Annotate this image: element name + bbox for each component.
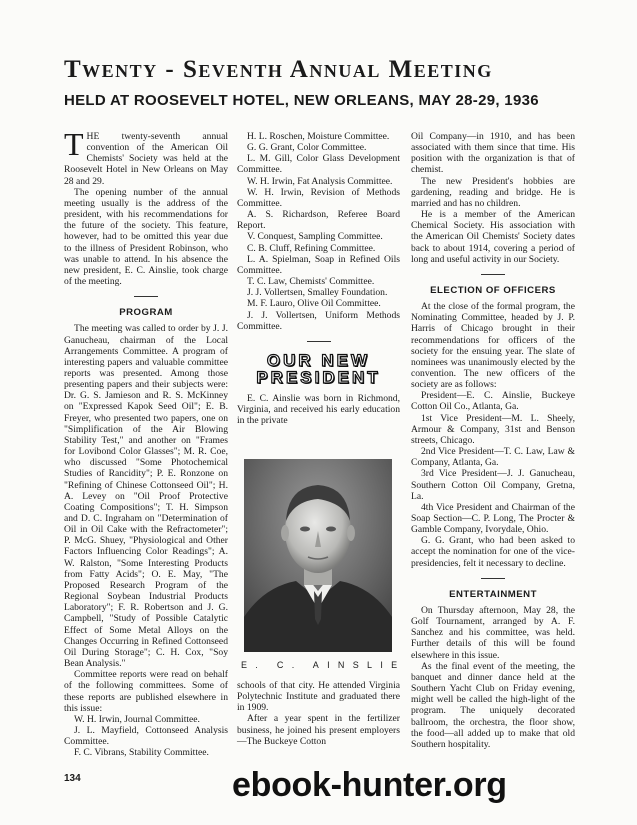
committee-item: T. C. Law, Chemists' Committee. [247, 276, 375, 288]
committee-item: W. H. Irwin, Journal Committee. [74, 713, 200, 725]
program-paragraph: The meeting was called to order by J. J. Ganucheau, chairman of the Local Arrangements Committee. A program of interesting papers and valuable committee reports was presented. Among those presenting papers and their subjects were: Dr. G. S. Jamieson and R. S. McKinney on "Expressed Kapok Seed Oil"; E. B. Freyer, who presented two papers, one on "Simplification of the Air Blowing Stability Test," and another on "Frames for Lovibond Color Glasses"; M. R. Coe, who discussed "Some Photochemical Studies of Rancidity"; P. E. Ronzone on "Refining of Chinese Cottonseed Oil"; H. A. Levey on "Oil Proof Protective Coating Compositions"; T. H. Simpson and D. C. Ingraham on "Determination of Oil in Oil Cake with the Refractometer"; P. McG. Shuey, "Physiological and Other Factors Influencing Color Readings"; A. W. Ralston, "Some Interesting Products from Fatty Acids"; O. E. May, "The Proposed Research Program of the Regional Soybean Industrial Products Laboratory"; F. R. Robertson and J. G. Campbell, "Study of Possible Catalytic Effect of Some Metal Alloys on the Changes Occurring in Refined Cottonseed Oil During Storage"; C. H. Cox, "Soy Bean Analysis." [64, 323, 228, 670]
committee-item: L. A. Spielman, Soap in Refined Oils Committee. [237, 253, 400, 276]
column-1 [64, 126, 228, 759]
membership-paragraph: He is a member of the American Chemical Society. His association with the American Oil Chemists' Society dates back to about 1914, covering a period of long and useful activity in our Society. [411, 209, 575, 265]
section-divider [481, 274, 505, 275]
program-heading: PROGRAM [119, 307, 173, 319]
intro-paragraph: THE twenty-seventh annual convention of the American Oil Chemists' Society was held at the Roosevelt Hotel in New Orleans on May 28 and 29. [64, 126, 228, 187]
committee-item: V. Conquest, Sampling Committee. [247, 231, 383, 243]
officer-item: 3rd Vice President—J. J. Ganucheau, Southern Cotton Oil Company, Gretna, La. [411, 468, 575, 502]
bio-paragraph: E. C. Ainslie was born in Richmond, Virginia, and received his early education in the private [237, 392, 400, 427]
hobbies-paragraph: The new President's hobbies are gardening, reading and bridge. He is married and has no children. [411, 175, 575, 209]
column-2 [237, 131, 400, 426]
watermark-link[interactable]: ebook-hunter.org [232, 766, 507, 804]
officer-item: President—E. C. Ainslie, Buckeye Cotton Oil Co., Atlanta, Ga. [411, 390, 575, 413]
president-absence-paragraph: The opening number of the annual meeting usually is the address of the president, with his recommendations for the future of the society. This feature, however, had to be omitted this year due to the illness of President Robinson, who was unable to attend. In his absence the new president, E. C. Ainslie, took charge of the meeting. [64, 186, 228, 288]
committee-item: C. B. Cluff, Refining Committee. [247, 242, 376, 254]
section-divider [307, 341, 331, 342]
drop-cap: T [64, 126, 84, 162]
officer-item: 4th Vice President and Chairman of the Soap Section—C. P. Long, The Procter & Gamble Company, Ivorydale, Ohio. [411, 501, 575, 536]
committee-item: W. H. Irwin, Revision of Methods Committee. [237, 186, 400, 209]
committee-item: H. L. Roschen, Moisture Committee. [247, 131, 390, 142]
page-number: 134 [64, 773, 81, 784]
section-divider [134, 296, 158, 297]
committee-item: J. J. Vollertsen, Uniform Methods Committee. [237, 309, 400, 332]
officer-item: 1st Vice President—M. L. Sheely, Armour & Company, 31st and Benson streets, Chicago. [411, 412, 575, 446]
committee-item: J. J. Vollertsen, Smalley Foundation. [247, 287, 388, 299]
column-2-continued [237, 680, 400, 747]
portrait-photo [244, 459, 392, 652]
committee-item: A. S. Richardson, Referee Board Report. [237, 209, 400, 232]
bio-continued: schools of that city. He attended Virginia Polytechnic Institute and graduated there in 1909. [237, 680, 400, 714]
committee-item: F. C. Vibrans, Stability Committee. [74, 747, 209, 759]
entertainment-heading: ENTERTAINMENT [449, 588, 537, 600]
article-subtitle: HELD AT ROOSEVELT HOTEL, NEW ORLEANS, MAY 28-29, 1936 [64, 92, 539, 109]
committee-item: W. H. Irwin, Fat Analysis Committee. [247, 175, 393, 187]
committee-item: L. M. Gill, Color Glass Development Committee. [237, 153, 400, 176]
column-3 [411, 131, 575, 750]
article-title: Twenty - Seventh Annual Meeting [64, 56, 493, 83]
committee-item: J. L. Mayfield, Cottonseed Analysis Committee. [64, 724, 228, 748]
election-paragraph: At the close of the formal program, the Nominating Committee, headed by J. P. Harris of Chicago brought in their recommendations for officers of the society for the ensuing year. The slate of nominees was unanimously elected by the convention. The new officers of the society are as follows: [411, 301, 575, 391]
reports-paragraph: Committee reports were read on behalf of the following committees. Some of these reports are published elsewhere in this issue: [64, 669, 228, 714]
bio-paragraph-2: After a year spent in the fertilizer business, he joined his present employers—The Buckeye Cotton [237, 713, 400, 747]
golf-paragraph: On Thursday afternoon, May 28, the Golf Tournament, arranged by A. F. Sanchez and his committee, was held. Further details of this will be found elsewhere in this issue. [411, 604, 575, 661]
officer-item: 2nd Vice President—T. C. Law, Law & Company, Atlanta, Ga. [411, 446, 575, 469]
grant-paragraph: G. G. Grant, who had been asked to accept the nomination for one of the vice-presidencies, felt it necessary to decline. [411, 535, 575, 569]
bio-continued: Oil Company—in 1910, and has been associated with them since that time. His position with the organization is that of chemist. [411, 131, 575, 176]
committee-item: M. F. Lauro, Olive Oil Committee. [247, 298, 381, 310]
committee-item: G. G. Grant, Color Committee. [247, 142, 367, 154]
new-president-heading: OUR NEW PRESIDENT [256, 350, 381, 387]
portrait-caption: E. C. AINSLIE [241, 660, 406, 670]
banquet-paragraph: As the final event of the meeting, the banquet and dinner dance held at the Southern Yacht Club on Friday evening, might well be called the high-light of the program. The uniquely decorated ballroom, the orchestra, the floor show, the food—all added up to make that old Southern hospitality. [411, 660, 575, 750]
section-divider [481, 578, 505, 579]
election-heading: ELECTION OF OFFICERS [430, 284, 556, 296]
